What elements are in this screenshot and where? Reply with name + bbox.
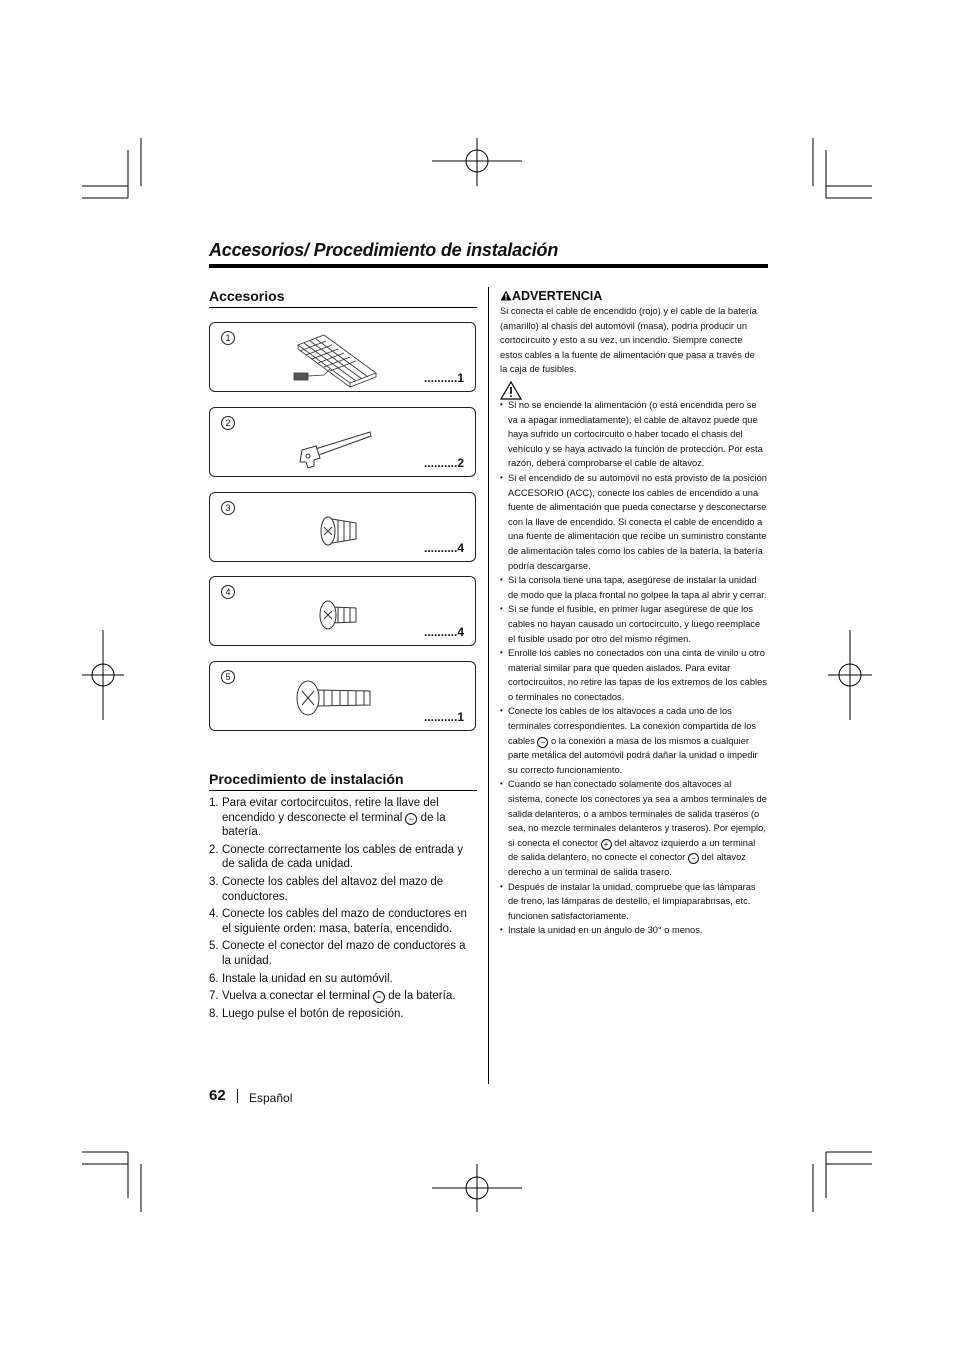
accessory-item [209, 322, 476, 392]
list-item: • Si se funde el fusible, en primer lugar asegúrese de que los cables no hayan causado un cortocircuito, y luego reemplace el fusible usado por otro del mismo régimen. [500, 602, 768, 646]
list-item: 3. Conecte los cables del altavoz del mazo de conductores. [209, 875, 444, 903]
list-item: • Si no se enciende la alimentación (o está encendida pero se va a apagar inmediatamente), el cable de altavoz puede que haya sufrido un cortocircuito o haber tocado el chasis del vehículo y se haya activado la función de protección. Por esta razón, deberá comprobarse el cable de altavoz. [500, 398, 768, 471]
warning-triangle-icon [500, 290, 512, 301]
page-number: 62 [209, 1087, 226, 1104]
item-quantity: ..........1 [423, 371, 464, 385]
list-item: • Instale la unidad en un ángulo de 30° o menos. [500, 923, 768, 938]
item-number: 4 [221, 585, 235, 599]
footer-separator [237, 1089, 238, 1103]
minus-terminal-icon: − [537, 737, 548, 748]
list-item: • Conecte los cables de los altavoces a cada uno de los terminales correspondientes. La conexión compartida de los cables − o la conexión a masa de los mismos a cualquier parte metálica del automóvil podrá dañar la unidad o impedir su correcto funcionamiento. [500, 704, 768, 777]
list-item: 5. Conecte el conector del mazo de conductores a la unidad. [209, 940, 466, 967]
list-item: • Enrolle los cables no conectados con una cinta de vinilo u otro material similar para que queden aislados. Para evitar cortocircuitos, no retire las tapas de los extremos de los cables o terminales no conectados. [500, 646, 768, 704]
minus-terminal-icon: − [373, 991, 385, 1003]
item-number: 5 [221, 670, 235, 684]
plus-terminal-icon: + [601, 839, 612, 850]
list-item: 1. Para evitar cortocircuitos, retire la llave del encendido y desconecte el terminal − de la batería. [209, 797, 446, 839]
page-title: Accesorios/ Procedimiento de instalación [209, 240, 559, 260]
installation-steps [209, 796, 477, 1024]
title-rule [209, 264, 768, 268]
list-item: 2. Conecte correctamente los cables de entrada y de salida de cada unidad. [209, 843, 463, 871]
list-item: • Si la consola tiene una tapa, asegúrese de instalar la unidad de modo que la placa frontal no golpee la tapa al abrir y cerrar. [500, 573, 768, 602]
accessory-item [209, 661, 476, 731]
caution-list [500, 398, 768, 938]
item-number: 3 [221, 501, 235, 515]
accessory-item [209, 492, 476, 562]
warning-heading: ADVERTENCIA [500, 289, 602, 303]
item-quantity: ..........2 [423, 456, 464, 470]
footer-language: Español [249, 1091, 293, 1105]
list-item: 4. Conecte los cables del mazo de conductores en el siguiente orden: masa, batería, encendido. [209, 908, 467, 935]
accessory-item [209, 407, 476, 477]
flat-head-screw-icon [314, 509, 364, 553]
minus-terminal-icon: − [405, 813, 417, 825]
accessory-item [209, 576, 476, 646]
item-number: 1 [221, 331, 235, 345]
item-quantity: ..........4 [423, 625, 464, 639]
removal-tool-icon [294, 424, 374, 472]
warning-text: Si conecta el cable de encendido (rojo) y el cable de la batería (amarillo) al chasis del automóvil (masa), podría producir un cortocircuito y esto a su vez, un incendio. Siempre conecte estos cables a la fuente de alimentación que pasa a través de la caja de fusibles. [500, 306, 757, 375]
minus-terminal-icon: − [688, 853, 699, 864]
pan-head-bolt-icon [292, 674, 374, 724]
list-item: 7. Vuelva a conectar el terminal − de la batería. [209, 990, 456, 1003]
list-item: • Después de instalar la unidad, compruebe que las lámparas de freno, las lámparas de destello, el limpiaparabrisas, etc. funcionen satisfactoriamente. [500, 880, 768, 924]
wiring-harness-icon [290, 331, 390, 389]
list-item: 6. Instale la unidad en su automóvil. [209, 972, 393, 985]
column-divider [488, 287, 489, 1084]
installation-heading: Procedimiento de instalación [209, 771, 404, 787]
round-head-screw-icon [314, 593, 364, 637]
accessories-heading: Accesorios [209, 288, 285, 304]
list-item: 8. Luego pulse el botón de reposición. [209, 1007, 404, 1020]
installation-rule [209, 790, 477, 791]
item-number: 2 [221, 416, 235, 430]
item-quantity: ..........4 [423, 541, 464, 555]
list-item: • Si el encendido de su automóvil no está provisto de la posición ACCESORIO (ACC), conecte los cables de encendido a una fuente de alimentación que pueda conectarse y desconectarse con la llave de encendido. Si conecta el cable de encendido a una fuente de alimentación que recibe un suministro constante de alimentación tales como los cables de la batería, la batería podría descargarse. [500, 471, 768, 573]
accessories-rule [209, 307, 477, 308]
item-quantity: ..........1 [423, 710, 464, 724]
list-item: • Cuando se han conectado solamente dos altavoces al sistema, conecte los conectores ya sea a ambos terminales de salida delanteros, o a ambos terminales de salida traseros (o sea, no mezcle terminales delanteros y traseros). Por ejemplo, si conecta el conector + del altavoz izquierdo a un terminal de salida delantero, no conecte el conector − del altavoz derecho a un terminal de salida trasero. [500, 777, 768, 879]
